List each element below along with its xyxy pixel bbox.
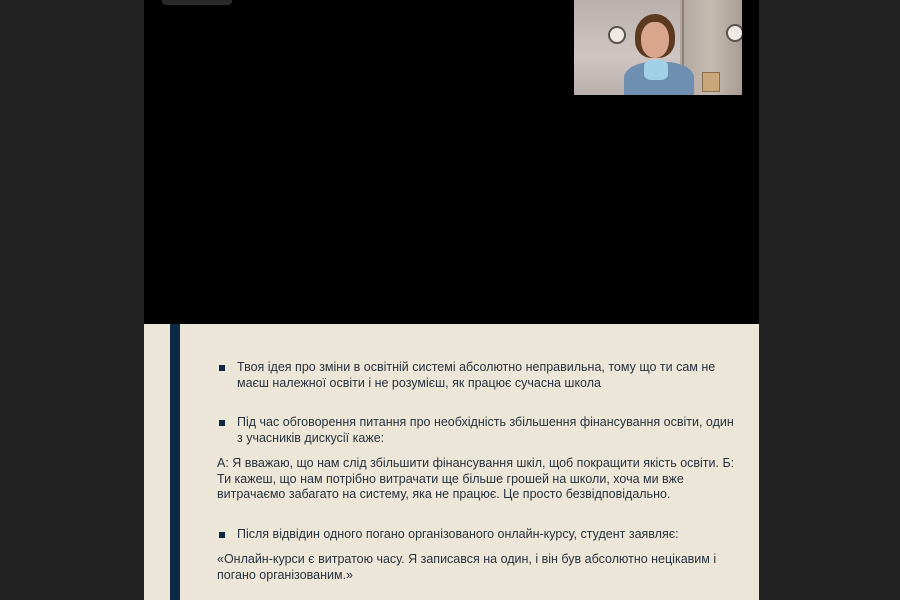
participant-scarf: [644, 60, 668, 80]
slide-paragraph-2: «Онлайн-курси є витратою часу. Я записався на один, і він був абсолютно нецікавим і погано організованим.»: [217, 552, 717, 582]
slide-accent-bar: [170, 324, 180, 600]
slide-bullet-1: [217, 360, 737, 391]
presentation-slide: [144, 324, 759, 600]
participant-face: [641, 22, 669, 58]
clock-icon: [608, 26, 626, 44]
video-background-panel: [702, 72, 720, 92]
toolbar-handle[interactable]: [162, 0, 232, 5]
slide-bullet-1-text: Твоя ідея про зміни в освітній системі абсолютно неправильна, тому що ти сам не маєш належної освіти і не розумієш, як працює сучасна школа: [237, 360, 716, 390]
slide-paragraph-1: А: Я вважаю, що нам слід збільшити фінансування шкіл, щоб покращити якість освіти. Б: Ти кажеш, що нам потрібно витрачати ще більше грошей на школи, хоча ми вже витрачаємо забагато на систему, яка не працює. Це просто безвідповідально.: [217, 456, 735, 501]
slide-bullet-2: [217, 415, 737, 446]
slide-content: [217, 360, 737, 583]
clock-icon: [726, 24, 742, 42]
letterbox-left: [0, 0, 144, 600]
square-bullet-icon: [219, 532, 225, 538]
square-bullet-icon: [219, 365, 225, 371]
screen-share-view: [144, 0, 759, 600]
slide-bullet-3: [217, 527, 737, 543]
letterbox-right: [759, 0, 900, 600]
slide-bullet-2-text: Під час обговорення питання про необхідність збільшення фінансування освіти, один з учасників дискусії каже:: [237, 415, 734, 445]
participant-video-thumbnail[interactable]: [574, 0, 742, 95]
slide-bullet-3-text: Після відвідин одного погано організованого онлайн-курсу, студент заявляє:: [237, 526, 679, 541]
square-bullet-icon: [219, 420, 225, 426]
